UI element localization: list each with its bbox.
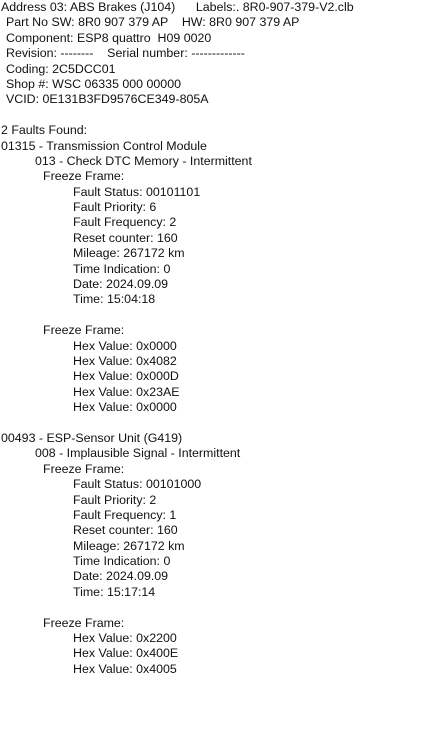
faults-found-count: 2 Faults Found:: [1, 123, 88, 138]
part-number: Part No SW: 8R0 907 379 AP HW: 8R0 907 379 AP: [6, 15, 300, 30]
time-indication: Time Indication: 0: [73, 261, 171, 276]
fault-status: Fault Status: 00101000: [73, 477, 202, 492]
shop-number: Shop #: WSC 06335 000 00000: [6, 76, 181, 91]
fault-priority: Fault Priority: 2: [73, 492, 157, 507]
fault-title: 01315 - Transmission Control Module: [1, 138, 207, 153]
freeze-frame-label: Freeze Frame:: [43, 461, 125, 476]
fault-code: 013 - Check DTC Memory - Intermittent: [35, 153, 252, 168]
hex-value: Hex Value: 0x2200: [73, 631, 177, 646]
mileage: Mileage: 267172 km: [73, 538, 185, 553]
spacer: [0, 108, 442, 123]
fault-frequency: Fault Frequency: 2: [73, 215, 177, 230]
reset-counter: Reset counter: 160: [73, 523, 178, 538]
time: Time: 15:04:18: [73, 292, 156, 307]
date: Date: 2024.09.09: [73, 569, 169, 584]
coding: Coding: 2C5DCC01: [6, 61, 116, 76]
hex-value: Hex Value: 0x23AE: [73, 384, 180, 399]
component: Component: ESP8 quattro H09 0020: [6, 30, 212, 45]
fault-status: Fault Status: 00101101: [73, 184, 201, 199]
fault-frequency: Fault Frequency: 1: [73, 507, 177, 522]
freeze-frame-label: Freeze Frame:: [43, 323, 125, 338]
hex-value: Hex Value: 0x000D: [73, 369, 179, 384]
revision: Revision: -------- Serial number: -------------: [6, 46, 245, 61]
mileage: Mileage: 267172 km: [73, 246, 185, 261]
module-header: [0, 0, 442, 108]
hex-value: Hex Value: 0x0000: [73, 400, 177, 415]
spacer: [0, 308, 442, 323]
date: Date: 2024.09.09: [73, 277, 169, 292]
time-indication: Time Indication: 0: [73, 554, 171, 569]
fault-entry: [0, 431, 442, 677]
vcid: VCID: 0E131B3FD9576CE349-805A: [6, 92, 209, 107]
hex-value: Hex Value: 0x0000: [73, 338, 177, 353]
hex-value: Hex Value: 0x4082: [73, 353, 177, 368]
fault-priority: Fault Priority: 6: [73, 200, 157, 215]
spacer: [0, 416, 442, 431]
fault-code: 008 - Implausible Signal - Intermittent: [35, 446, 241, 461]
fault-entry: [0, 139, 442, 416]
reset-counter: Reset counter: 160: [73, 230, 178, 245]
fault-title: 00493 - ESP-Sensor Unit (G419): [1, 430, 183, 445]
hex-value: Hex Value: 0x4005: [73, 661, 177, 676]
address-line: Address 03: ABS Brakes (J104) Labels:. 8R0-907-379-V2.clb: [1, 0, 354, 14]
freeze-frame-label: Freeze Frame:: [43, 615, 125, 630]
time: Time: 15:17:14: [73, 584, 156, 599]
hex-value: Hex Value: 0x400E: [73, 646, 179, 661]
freeze-frame-label: Freeze Frame:: [43, 169, 125, 184]
spacer: [0, 600, 442, 615]
